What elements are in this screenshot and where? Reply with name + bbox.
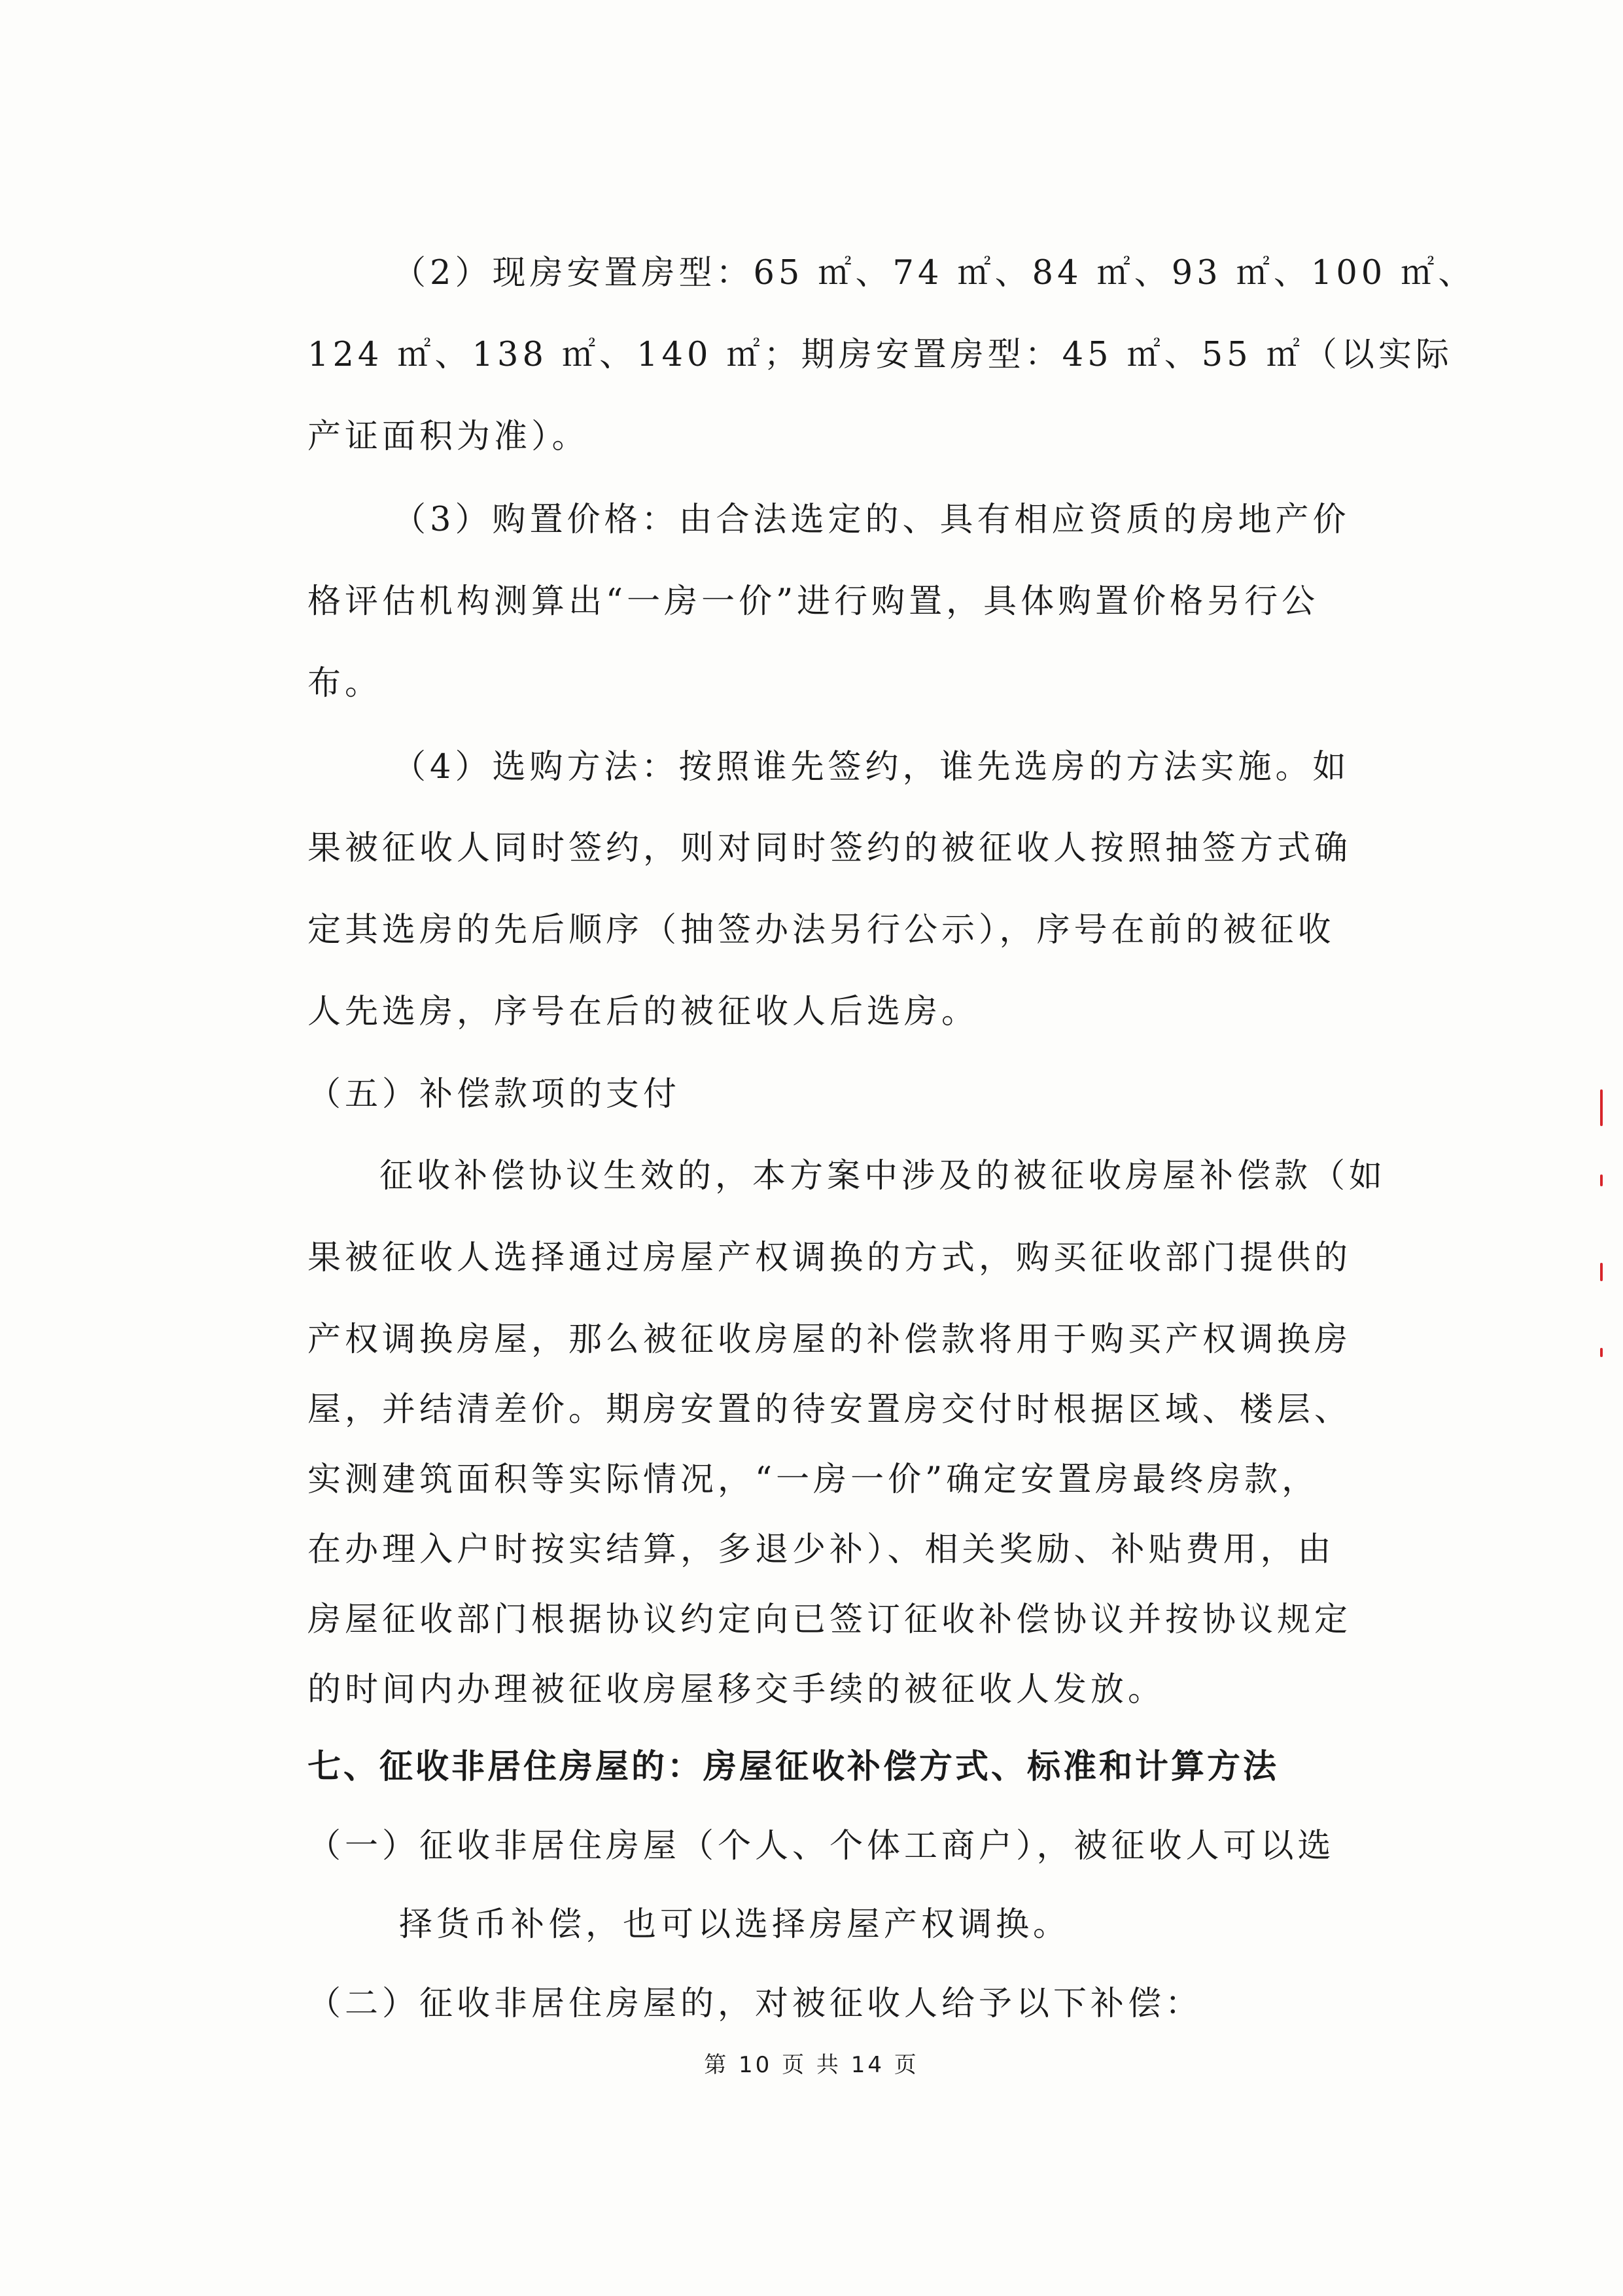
subsection-heading: （五）补偿款项的支付: [307, 1075, 681, 1114]
text-line: 果被征收人选择通过房屋产权调换的方式，购买征收部门提供的: [307, 1239, 1352, 1277]
text-line: 实测建筑面积等实际情况，“一房一价”确定安置房最终房款，: [307, 1460, 1319, 1499]
text-line: 的时间内办理被征收房屋移交手续的被征收人发放。: [307, 1670, 1166, 1709]
seal-edge-mark: [1600, 1174, 1603, 1186]
text-line: 征收补偿协议生效的，本方案中涉及的被征收房屋补偿款（如: [379, 1157, 1387, 1195]
text-line: 人先选房，序号在后的被征收人后选房。: [307, 993, 979, 1031]
text-line: 定其选房的先后顺序（抽签办法另行公示），序号在前的被征收: [307, 911, 1335, 949]
text-line: 布。: [307, 664, 383, 703]
text-line: （4）选购方法：按照谁先签约，谁先选房的方法实施。如: [393, 748, 1350, 786]
seal-edge-mark: [1600, 1089, 1603, 1126]
page-footer: 第 10 页 共 14 页: [704, 2052, 919, 2078]
text-line: 择货币补偿，也可以选择房屋产权调换。: [399, 1905, 1071, 1944]
text-line: （二）征收非居住房屋的，对被征收人给予以下补偿：: [307, 1985, 1203, 2023]
text-line: （一）征收非居住房屋（个人、个体工商户），被征收人可以选: [307, 1827, 1335, 1865]
text-line: 格评估机构测算出“一房一价”进行购置，具体购置价格另行公: [307, 582, 1319, 621]
text-line: 果被征收人同时签约，则对同时签约的被征收人按照抽签方式确: [307, 829, 1352, 868]
text-line: 在办理入户时按实结算，多退少补）、相关奖励、补贴费用，由: [307, 1530, 1335, 1569]
text-line: 房屋征收部门根据协议约定向已签订征收补偿协议并按协议规定: [307, 1600, 1352, 1639]
text-line: 124 ㎡、138 ㎡、140 ㎡；期房安置房型：45 ㎡、55 ㎡（以实际: [307, 336, 1453, 374]
section-heading: 七、征收非居住房屋的：房屋征收补偿方式、标准和计算方法: [307, 1748, 1280, 1786]
seal-edge-mark: [1600, 1348, 1603, 1357]
text-line: 屋，并结清差价。期房安置的待安置房交付时根据区域、楼层、: [307, 1390, 1352, 1429]
text-line: 产权调换房屋，那么被征收房屋的补偿款将用于购买产权调换房: [307, 1320, 1352, 1359]
text-line: 产证面积为准）。: [307, 417, 589, 456]
text-line: （3）购置价格：由合法选定的、具有相应资质的房地产价: [393, 501, 1350, 539]
text-line: （2）现房安置房型：65 ㎡、74 ㎡、84 ㎡、93 ㎡、100 ㎡、: [393, 254, 1476, 292]
seal-edge-mark: [1600, 1263, 1603, 1281]
